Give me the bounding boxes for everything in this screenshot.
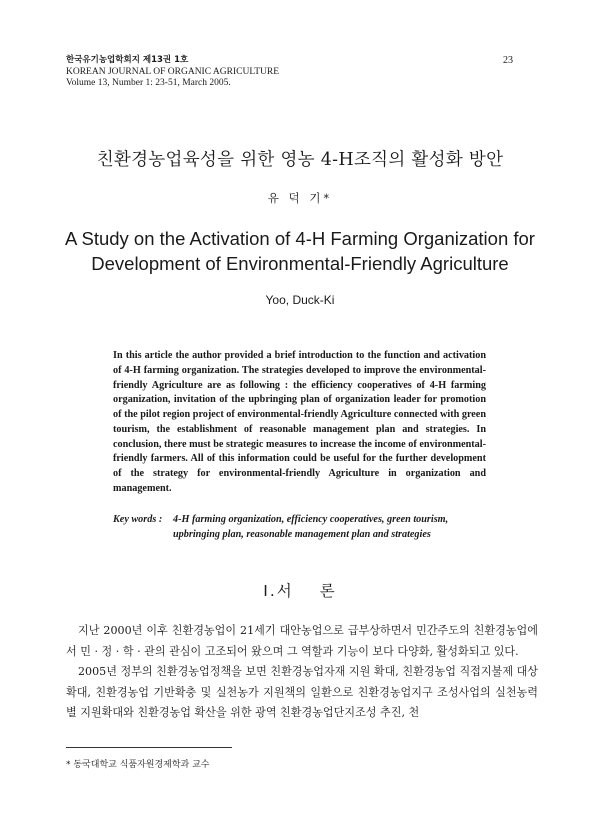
section-title-part2: 론	[319, 582, 337, 600]
keywords-line1	[113, 513, 486, 528]
section-title-part1: 서	[276, 582, 294, 600]
section-number: Ⅰ.	[263, 582, 277, 600]
keywords	[113, 513, 486, 542]
keywords-text1: 4-H farming organization, efficiency cooperatives, green tourism,	[173, 514, 449, 525]
footnote-divider	[66, 747, 232, 748]
journal-name-english: KOREAN JOURNAL OF ORGANIC AGRICULTURE	[66, 66, 280, 77]
title-english-line1: A Study on the Activation of 4-H Farming Organization for	[65, 228, 535, 249]
keywords-line2: upbringing plan, reasonable management plan and strategies	[173, 528, 431, 540]
section-heading	[0, 579, 600, 601]
body-text	[66, 621, 538, 724]
author-english: Yoo, Duck-Ki	[265, 293, 335, 307]
journal-name-korean: 한국유기농업학회지 제13권 1호	[66, 55, 189, 65]
author-korean: 유 덕 기*	[267, 191, 333, 205]
footnote: * 동국대학교 식품자원경제학과 교수	[66, 760, 210, 770]
body-paragraph-1: 지난 2000년 이후 친환경농업이 21세기 대안농업으로 급부상하면서 민간주도의 친환경농업에서 민 · 정 · 학 · 관의 관심이 고조되어 왔으며 그 역할과 기능이 보다 다양화, 활성화되고 있다.	[66, 624, 538, 658]
page-number: 23	[503, 55, 513, 66]
keywords-label: Key words :	[113, 514, 163, 525]
title-english-line2: Development of Environmental-Friendly Agriculture	[91, 253, 509, 274]
body-paragraph-2: 2005년 정부의 친환경농업정책을 보면 친환경농업자재 지원 확대, 친환경농업 직접지불제 대상 확대, 친환경농업 기반확충 및 실천농가 지원책의 일환으로 친환경농업지구 조성사업의 실천농력별 지원확대와 친환경농업 확산을 위한 광역 친환경농업단지조성 추진, 천	[66, 665, 539, 720]
abstract: In this article the author provided a brief introduction to the function and activation of 4-H farming organization. The strategies developed to improve the environmental-friendly Agriculture are as following : the efficiency cooperatives of 4-H farming organization, invitation of the upbringing plan of organization leader for promotion of the pilot region project of environmental-friendly Agriculture connected with green tourism, the establishment of reasonable management plan and strategies. In conclusion, there must be strategic measures to increase the income of environmental-friendly farmers. All of this information could be useful for the further development of the strategy for environmental-friendly Agriculture in organization and management.	[113, 350, 486, 494]
title-english	[0, 226, 600, 276]
title-korean: 친환경농업육성을 위한 영농 4-H조직의 활성화 방안	[96, 150, 504, 170]
journal-header	[66, 55, 279, 90]
volume-info: Volume 13, Number 1: 23-51, March 2005.	[66, 78, 231, 88]
